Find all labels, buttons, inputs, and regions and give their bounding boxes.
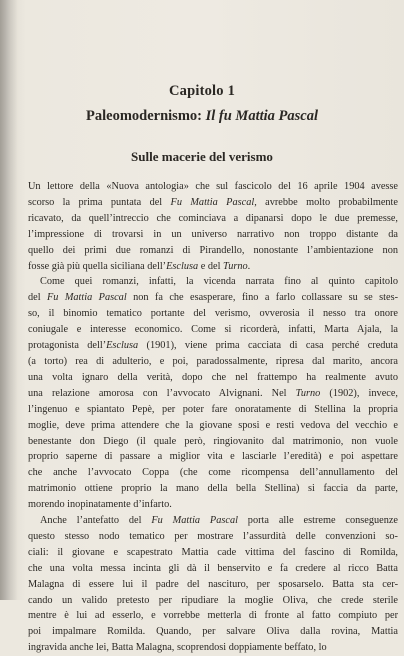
chapter-number: Capitolo 1 [168,83,236,99]
text-line [28,179,398,195]
text-line [28,227,398,243]
text-run: benestante don Diego (il quale però, ringiovanito dal matrimonio, non vuole [28,435,398,447]
chapter-title-italic: Il fu Mattia Pascal [205,108,318,124]
chapter-title-plain: Paleomodernismo: [86,108,206,124]
text-line [28,386,398,402]
text-line [28,497,398,513]
text-run: che una volta messa incinta gli dà il benservito e fa credere al ricco Batta [28,562,398,574]
paragraph [28,513,398,656]
paragraph [28,179,398,274]
text-run: moglie, deve prima attendere che la giovane sposi e resti vedova del vecchio e [28,419,398,431]
text-run: (1902), invece, [320,387,398,399]
text-line [28,354,398,370]
text-run: Malagna di essere lui il padre del nascituro, per sposarselo. Batta sta cer- [28,578,398,590]
text-run: (1901), viene prima cacciata di casa perché creduta [138,340,398,352]
text-line [28,290,398,306]
text-run: fosse già più quella siciliana dell’ [28,260,167,272]
italic-title-ref: Fu Mattia Pascal [46,292,127,304]
text-run: cando un valido pretesto per ripudiare la moglie Oliva, che crede sterile [28,594,398,606]
text-run: ciali: il giovane e scapestrato Mattia cade vittima del fascino di Romilda, [28,546,398,558]
text-line [28,306,398,322]
italic-title-ref: Turno [295,387,321,399]
chapter-title [0,108,404,125]
text-run: porta alle estreme conseguenze [237,515,398,527]
text-run: . [247,260,251,272]
text-line [28,402,398,418]
text-run: una volta ignaro della verità, dopo che nel frattempo ha realmente avuto [28,371,398,383]
text-line [28,640,398,656]
text-line [28,465,398,481]
text-run: che anche l’avvocato Coppa (che come ricompensa dell’annullamento del [28,467,398,479]
text-run: proprio saperne di passare a miglior vita e lasciarle l’eredità) e poi aspettare [28,451,398,463]
text-line [28,195,398,211]
italic-title-ref: Turno [223,260,248,272]
text-line [28,338,398,354]
text-line [28,561,398,577]
text-run: Un lettore della «Nuova antologia» che sul fascicolo del 16 aprile 1904 avesse [28,181,398,192]
text-run: l’impressione di trovarsi in un universo narrativo non troppo distante da [28,228,398,240]
text-line [28,481,398,497]
italic-title-ref: Esclusa [166,260,199,272]
text-run: coniugale e interesse economico. Come si ricorderà, infatti, Marta Ajala, la [28,324,398,336]
italic-title-ref: Fu Mattia Pascal [151,515,238,527]
italic-title-ref: Esclusa [106,340,139,352]
text-line [28,529,398,545]
paragraph [28,274,398,513]
text-run: l’ingenuo e spiantato Pepè, per poter fare onoratamente di Stellina la propria [28,403,398,415]
text-line [28,608,398,624]
text-line [28,449,398,465]
text-line [28,545,398,561]
text-line [28,243,398,259]
italic-title-ref: Fu Mattia Pascal [170,196,255,208]
text-run: (a torto) rea di adulterio, e poi, paradossalmente, ripresa dal marito, ancora [28,355,398,367]
text-run: questo stesso nodo tematico per mostrare l’assurdità delle convenzioni so- [28,530,398,542]
text-line [28,593,398,609]
text-run: e del [198,260,224,272]
text-line [28,322,398,338]
text-line [28,577,398,593]
text-run: Come quei romanzi, infatti, la vicenda narrata fino al quinto capitolo [40,276,398,288]
text-run: protagonista dell’ [28,340,107,352]
text-run: scorso la prima puntata del [28,196,171,208]
text-run: morendo inopinatamente d’infarto. [28,499,172,511]
text-run: ricavato, da quell’intreccio che cominciava a dipanarsi dopo le due premesse, [28,212,398,224]
text-run: mentre è lui ad esserlo, e vorrebbe metterla di fronte al fatto compiuto per [28,610,398,622]
text-run: poi impalmare Romilda. Quando, per salvare Oliva dalla rovina, Mattia [28,626,398,638]
text-line [28,370,398,386]
text-line [28,274,398,290]
section-heading: Sulle macerie del verismo [131,149,273,164]
text-run: quello dei primi due romanzi di Pirandello, nonostante l’ambientazione non [28,244,398,256]
body-text [28,179,398,656]
text-run: so, il binomio tematico portante del verismo, ovverosia il nesso tra onore [28,308,398,320]
text-run: Anche l’antefatto del [40,515,152,527]
text-run: una relazione amorosa con l’avvocato Alvignani. Nel [28,387,296,399]
text-line [28,418,398,434]
text-line [28,624,398,640]
text-run: non fa che esasperare, fino a farlo collassare su se stes- [126,292,399,304]
text-line [28,513,398,529]
text-run: matrimonio ottiene proprio la mano della bella Stellina) si faccia da parte, [28,483,398,495]
text-line [28,211,398,227]
text-run: , avrebbe molto probabilmente [254,196,398,208]
text-run: del [28,292,47,304]
text-line [28,259,398,275]
text-line [28,434,398,450]
text-run: ingravida anche lei, Batta Malagna, scoprendosi doppiamente beffato, lo [28,642,327,654]
